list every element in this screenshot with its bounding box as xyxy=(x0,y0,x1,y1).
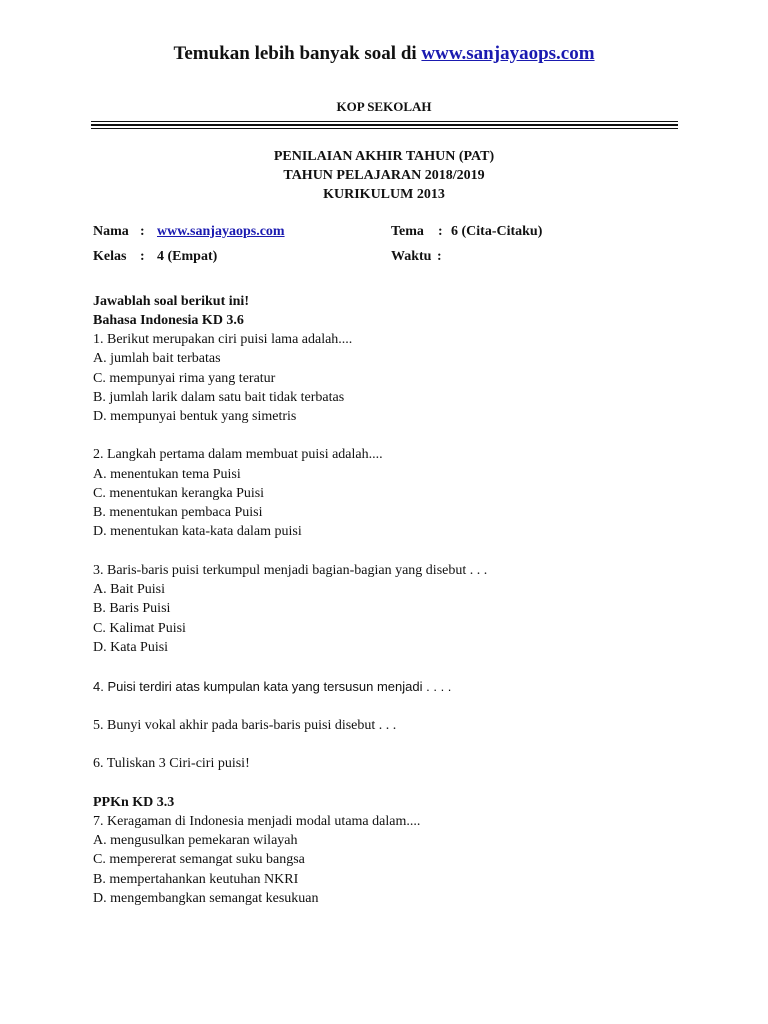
waktu-label: Waktu xyxy=(391,249,432,264)
question-text: 3. Baris-baris puisi terkumpul menjadi bagian-bagian yang disebut . . . xyxy=(93,563,488,578)
exam-title: PENILAIAN AKHIR TAHUN (PAT) xyxy=(273,149,495,164)
header-rule-bottom xyxy=(91,128,678,129)
nama-label: Nama xyxy=(93,224,129,239)
question-text: 1. Berikut merupakan ciri puisi lama adalah.... xyxy=(93,332,353,347)
curriculum: KURIKULUM 2013 xyxy=(323,187,445,202)
answer-option: A. Bait Puisi xyxy=(93,582,165,597)
question-4: 4. Puisi terdiri atas kumpulan kata yang tersusun menjadi . . . . xyxy=(93,679,452,694)
kop-sekolah: KOP SEKOLAH xyxy=(336,99,432,114)
instruction-heading: Jawablah soal berikut ini! xyxy=(93,294,249,309)
answer-option: A. mengusulkan pemekaran wilayah xyxy=(93,833,298,848)
question-5: 5. Bunyi vokal akhir pada baris-baris puisi disebut . . . xyxy=(93,718,397,733)
academic-year: TAHUN PELAJARAN 2018/2019 xyxy=(283,168,485,183)
answer-option: B. mempertahankan keutuhan NKRI xyxy=(93,872,299,887)
answer-option: B. Baris Puisi xyxy=(93,601,171,616)
answer-option: C. Kalimat Puisi xyxy=(93,621,186,636)
header-rule-middle xyxy=(91,124,678,126)
answer-option: A. jumlah bait terbatas xyxy=(93,351,221,366)
answer-option: B. jumlah larik dalam satu bait tidak terbatas xyxy=(93,390,345,405)
kelas-colon: : xyxy=(140,249,145,264)
question-text: 7. Keragaman di Indonesia menjadi modal utama dalam.... xyxy=(93,814,421,829)
answer-option: D. mempunyai bentuk yang simetris xyxy=(93,409,297,424)
tema-label: Tema xyxy=(391,224,424,239)
answer-option: D. mengembangkan semangat kesukuan xyxy=(93,891,319,906)
tema-value: 6 (Cita-Citaku) xyxy=(451,224,543,239)
waktu-colon: : xyxy=(437,249,442,264)
answer-option: B. menentukan pembaca Puisi xyxy=(93,505,263,520)
promo-header xyxy=(0,43,768,65)
answer-option: D. Kata Puisi xyxy=(93,640,169,655)
answer-option: C. mempunyai rima yang teratur xyxy=(93,371,276,386)
question-text: 2. Langkah pertama dalam membuat puisi adalah.... xyxy=(93,447,383,462)
answer-option: A. menentukan tema Puisi xyxy=(93,467,241,482)
answer-option: C. mempererat semangat suku bangsa xyxy=(93,852,305,867)
nama-colon: : xyxy=(140,224,145,239)
section-heading-ppkn: PPKn KD 3.3 xyxy=(93,795,175,810)
promo-text: Temukan lebih banyak soal di xyxy=(173,43,422,64)
answer-option: C. menentukan kerangka Puisi xyxy=(93,486,265,501)
tema-colon: : xyxy=(438,224,443,239)
nama-value-link[interactable]: www.sanjayaops.com xyxy=(157,224,285,239)
header-rule-top xyxy=(91,121,678,122)
section-heading-bahasa-indonesia: Bahasa Indonesia KD 3.6 xyxy=(93,313,244,328)
kelas-label: Kelas xyxy=(93,249,127,264)
answer-option: D. menentukan kata-kata dalam puisi xyxy=(93,524,302,539)
question-6: 6. Tuliskan 3 Ciri-ciri puisi! xyxy=(93,756,250,771)
promo-link[interactable]: www.sanjayaops.com xyxy=(421,43,595,64)
kelas-value: 4 (Empat) xyxy=(157,249,218,264)
